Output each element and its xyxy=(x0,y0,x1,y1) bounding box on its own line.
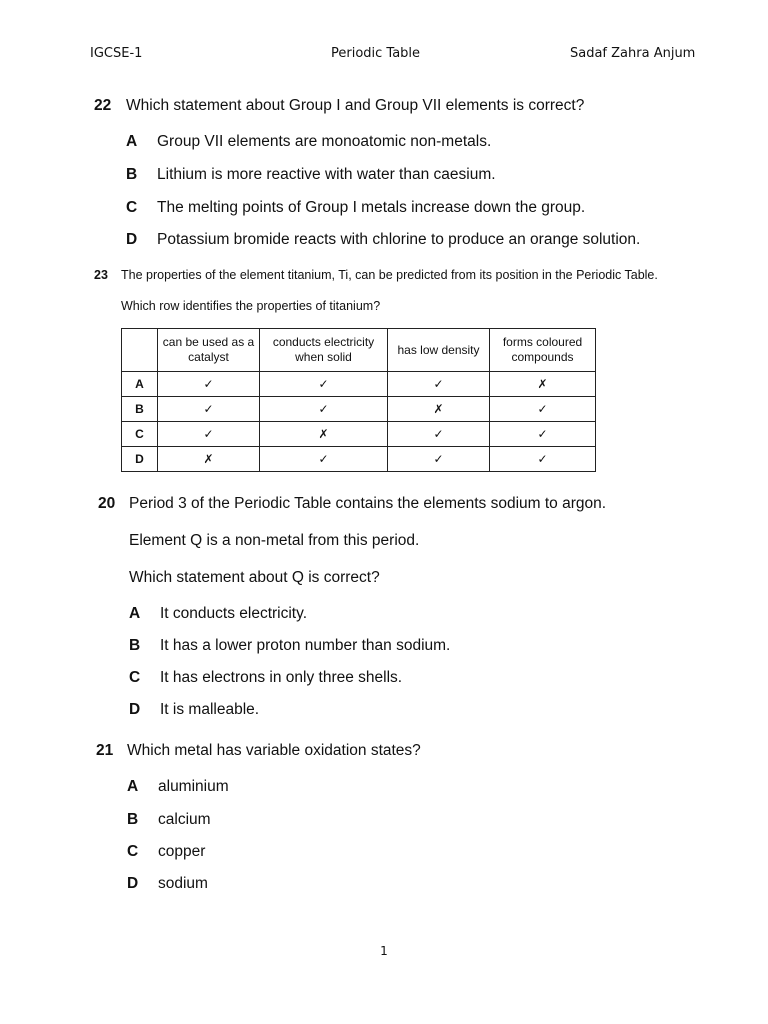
option-text-b: It has a lower proton number than sodium. xyxy=(160,637,451,654)
row-label: C xyxy=(122,422,158,447)
table-cell: ✗ xyxy=(158,447,260,472)
option-text-c: It has electrons in only three shells. xyxy=(160,669,403,686)
table-cell: ✓ xyxy=(158,372,260,397)
option-letter-b: B xyxy=(126,166,138,183)
table-cell: ✗ xyxy=(260,422,388,447)
properties-table xyxy=(121,328,596,472)
option-letter-a: A xyxy=(127,778,139,795)
option-letter-d: D xyxy=(127,875,139,892)
table-header-catalyst: can be used as a catalyst xyxy=(158,329,260,372)
option-letter-a: A xyxy=(129,605,141,622)
question-number: 22 xyxy=(94,97,112,114)
option-text-a: It conducts electricity. xyxy=(160,605,308,622)
header-course: IGCSE-1 xyxy=(90,46,143,61)
option-text-b: Lithium is more reactive with water than caesium. xyxy=(157,166,496,183)
option-text-a: aluminium xyxy=(158,778,229,795)
table-cell: ✓ xyxy=(260,447,388,472)
table-cell: ✓ xyxy=(388,372,490,397)
table-cell: ✓ xyxy=(260,372,388,397)
question-line: Element Q is a non-metal from this period. xyxy=(129,532,420,549)
table-cell: ✓ xyxy=(490,397,596,422)
question-stem: Period 3 of the Periodic Table contains the elements sodium to argon. xyxy=(129,495,607,512)
table-header-row xyxy=(122,329,596,372)
option-letter-b: B xyxy=(127,811,139,828)
question-stem: Which statement about Group I and Group VII elements is correct? xyxy=(126,97,585,114)
question-stem: The properties of the element titanium, Ti, can be predicted from its position in the Periodic Table. xyxy=(121,268,658,282)
row-label: B xyxy=(122,397,158,422)
option-text-d: sodium xyxy=(158,875,208,892)
header-topic: Periodic Table xyxy=(331,46,421,61)
option-text-d: Potassium bromide reacts with chlorine to produce an orange solution. xyxy=(157,231,641,248)
question-number: 23 xyxy=(94,268,108,282)
table-cell: ✓ xyxy=(490,447,596,472)
option-text-d: It is malleable. xyxy=(160,701,260,718)
table-header-density: has low density xyxy=(388,329,490,372)
table-cell: ✓ xyxy=(388,447,490,472)
table-cell: ✓ xyxy=(158,422,260,447)
table-row xyxy=(122,422,596,447)
option-letter-d: D xyxy=(129,701,141,718)
table-header-coloured: forms coloured compounds xyxy=(490,329,596,372)
table-row xyxy=(122,447,596,472)
table-header-blank xyxy=(122,329,158,372)
page-number: 1 xyxy=(380,944,388,958)
question-number: 21 xyxy=(96,742,114,759)
option-text-c: The melting points of Group I metals increase down the group. xyxy=(157,199,586,216)
option-letter-c: C xyxy=(129,669,141,686)
row-label: A xyxy=(122,372,158,397)
option-letter-d: D xyxy=(126,231,138,248)
option-letter-c: C xyxy=(126,199,138,216)
option-text-c: copper xyxy=(158,843,206,860)
table-cell: ✗ xyxy=(388,397,490,422)
table-cell: ✓ xyxy=(158,397,260,422)
table-row xyxy=(122,372,596,397)
row-label: D xyxy=(122,447,158,472)
table-cell: ✓ xyxy=(388,422,490,447)
option-text-b: calcium xyxy=(158,811,211,828)
option-letter-b: B xyxy=(129,637,141,654)
question-number: 20 xyxy=(98,495,116,512)
question-prompt: Which row identifies the properties of titanium? xyxy=(121,299,381,313)
header-author: Sadaf Zahra Anjum xyxy=(570,46,696,61)
option-text-a: Group VII elements are monoatomic non-metals. xyxy=(157,133,492,150)
table-row xyxy=(122,397,596,422)
table-cell: ✗ xyxy=(490,372,596,397)
option-letter-c: C xyxy=(127,843,139,860)
table-cell: ✓ xyxy=(490,422,596,447)
option-letter-a: A xyxy=(126,133,138,150)
table-cell: ✓ xyxy=(260,397,388,422)
question-stem: Which metal has variable oxidation states? xyxy=(127,742,421,759)
table-header-conducts: conducts electricity when solid xyxy=(260,329,388,372)
question-prompt: Which statement about Q is correct? xyxy=(129,569,380,586)
